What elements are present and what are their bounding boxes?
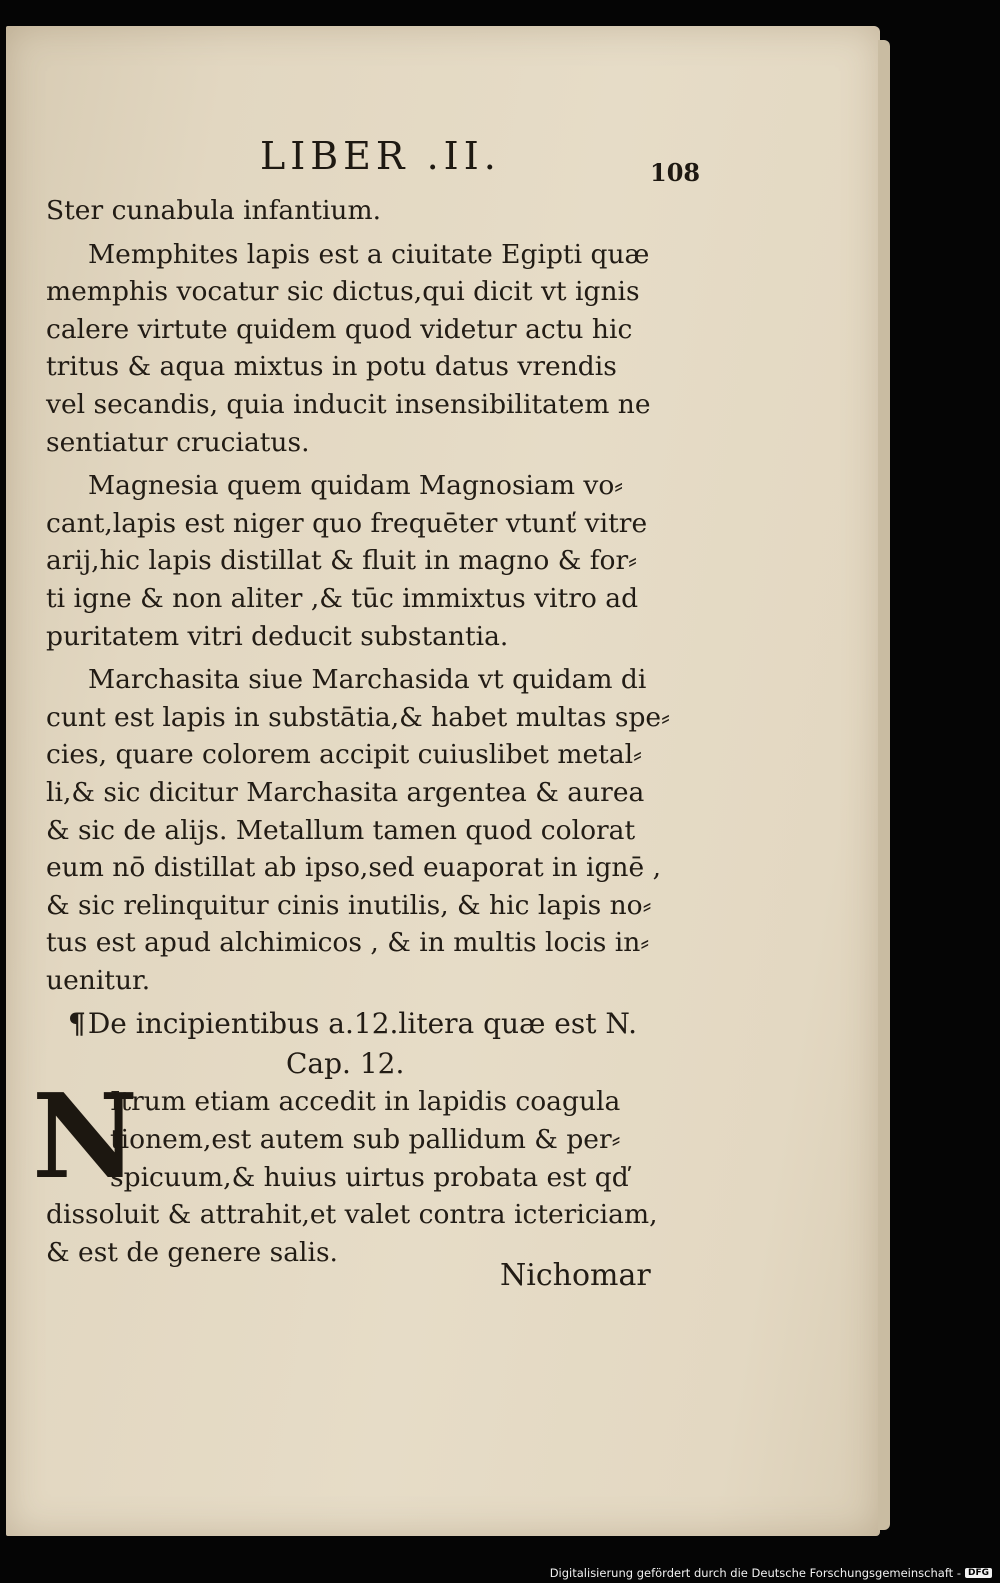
text-line: Marchasita siue Marchasida vt quidam di — [88, 664, 647, 696]
text-line: cunt est lapis in substātia,& habet multas spe⸗ — [46, 701, 670, 733]
paragraph-memphites — [46, 236, 706, 462]
credit-text: Digitalisierung gefördert durch die Deutsche Forschungsgemeinschaft - — [549, 1566, 961, 1580]
page-header — [6, 134, 880, 194]
text-line: & sic de alijs. Metallum tamen quod colorat — [46, 814, 636, 846]
text-line: Ster cunabula infantium. — [46, 195, 382, 226]
text-line: memphis vocatur sic dictus,qui dicit vt ignis — [46, 276, 640, 308]
text-line: calere virtute quidem quod videtur actu hic — [46, 313, 633, 345]
paragraph-marchasita — [46, 661, 706, 999]
pilcrow-icon: ¶ — [68, 1007, 86, 1041]
text-line: li,& sic dicitur Marchasita argentea & aurea — [46, 776, 645, 808]
text-line: spicuum,& huius uirtus probata est qď — [110, 1161, 629, 1193]
text-line: & sic relinquitur cinis inutilis, & hic lapis no⸗ — [46, 889, 652, 921]
text-line: cant,lapis est niger quo frequēter vtunť vitre — [46, 507, 648, 539]
text-line: uenitur. — [46, 964, 151, 996]
text-line: & est de genere salis. — [46, 1236, 338, 1268]
paragraph-nitrum — [32, 1069, 706, 1268]
text-line: vel secandis, quia inducit insensibilitatem ne — [46, 388, 651, 420]
catchword: Nichomar — [500, 1258, 651, 1293]
book-page — [6, 26, 880, 1536]
text-line: sentiatur cruciatus. — [46, 426, 310, 458]
drop-cap-initial: N — [32, 1069, 139, 1206]
text-line: tionem,est autem sub pallidum & per⸗ — [110, 1124, 621, 1156]
text-line: Magnesia quem quidam Magnosiam vo⸗ — [88, 470, 624, 502]
body-text — [32, 192, 706, 1268]
text-line: Itrum etiam accedit in lapidis coagula — [110, 1086, 621, 1118]
text-line: dissoluit & attrahit,et valet contra ictericiam, — [46, 1199, 658, 1231]
text-line: Memphites lapis est a ciuitate Egipti quæ — [88, 238, 650, 270]
text-line: tritus & aqua mixtus in potu datus vrendis — [46, 351, 617, 383]
section-title: De incipientibus a.12.litera quæ est N. — [87, 1007, 637, 1041]
text-line: ti igne & non aliter ,& tūc immixtus vitro ad — [46, 582, 639, 614]
text-line: tus est apud alchimicos , & in multis locis in⸗ — [46, 927, 650, 959]
digitization-credit — [550, 1566, 992, 1580]
paragraph-magnesia — [46, 467, 706, 655]
text-line: arij,hic lapis distillat & fluit in magno & for⸗ — [46, 545, 637, 577]
running-head: LIBER .II. — [260, 134, 501, 178]
chapter-label: Cap. 12. — [286, 1047, 405, 1081]
dfg-logo: DFG — [965, 1568, 992, 1578]
folio-number: 108 — [650, 158, 701, 187]
text-line: eum nō distillat ab ipso,sed euaporat in ignē , — [46, 852, 662, 884]
text-line: puritatem vitri deducit substantia. — [46, 620, 509, 652]
text-line: cies, quare colorem accipit cuiuslibet metal⸗ — [46, 739, 642, 771]
section-heading — [46, 1005, 706, 1045]
